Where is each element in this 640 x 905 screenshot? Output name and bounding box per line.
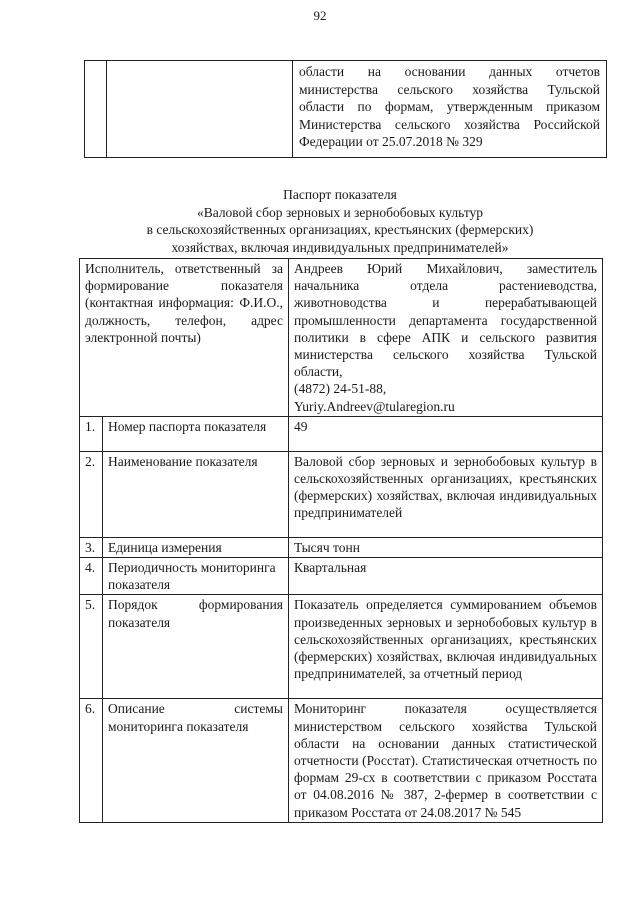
row-number: 2. [80, 451, 103, 537]
row-label: Периодичность мониторинга показателя [103, 558, 289, 595]
row-label: Описание системы мониторинга показателя [103, 699, 289, 822]
executor-phone: (4872) 24-51-88, [294, 381, 387, 397]
executor-value-cell [289, 259, 603, 417]
empty-cell [107, 61, 293, 158]
row-value: Тысяч тонн [289, 537, 603, 557]
executor-email: Yuriy.Andreev@tularegion.ru [294, 398, 455, 414]
row-label: Наименование показателя [103, 451, 289, 537]
row-value: 49 [289, 416, 603, 451]
continuation-text: области на основании данных отчетов министерства сельского хозяйства Тульской области по формам, утвержденным приказом Министерства сельского хозяйства Российской Федерации от 25.07.2018 № 329 [293, 61, 607, 158]
executor-value: Андреев Юрий Михайлович, заместитель начальника отдела растениеводства, животноводства и перерабатывающей промышленности департамента государственной политики в сфере АПК и сельского развития министерства сельского хозяйства Тульской области, [294, 261, 598, 380]
table-row [80, 416, 603, 451]
heading-indicator-line: «Валовой сбор зерновых и зернобобовых культур [196, 204, 484, 220]
heading-indicator-line: в сельскохозяйственных организациях, крестьянских (фермерских) [146, 222, 534, 237]
row-number: 1. [80, 416, 103, 451]
page-number: 92 [313, 8, 327, 23]
row-label: Номер паспорта показателя [103, 416, 289, 451]
passport-table [79, 258, 603, 823]
row-value: Валовой сбор зерновых и зернобобовых культур в сельскохозяйственных организациях, крестьянских (фермерских) хозяйствах, включая индивидуальных предпринимателей [289, 451, 603, 537]
row-value: Мониторинг показателя осуществляется министерством сельского хозяйства Тульской области на основании данных статистической отчетности (Росстат). Статистическая отчетность по формам 29-сх в соответствии с приказом Росстата от 04.08.2016 № 387, 2-фермер в соответствии с приказом Росстата от 24.08.2017 № 545 [289, 699, 603, 822]
continuation-table [84, 60, 607, 158]
table-row [80, 558, 603, 595]
empty-cell [85, 61, 107, 158]
table-row [80, 699, 603, 822]
table-row [80, 537, 603, 557]
executor-label: Исполнитель, ответственный за формирование показателя (контактная информация: Ф.И.О., должность, телефон, адрес электронной почты) [80, 259, 289, 417]
row-value: Показатель определяется суммированием объемов произведенных зерновых и зернобобовых культур в сельскохозяйственных организациях, крестьянских (фермерских) хозяйствах, включая индивидуальных предпринимателей, за отчетный период [289, 595, 603, 699]
row-number: 6. [80, 699, 103, 822]
heading-indicator-line: хозяйствах, включая индивидуальных предпринимателей» [171, 239, 509, 255]
row-number: 3. [80, 537, 103, 557]
row-value: Квартальная [289, 558, 603, 595]
row-label: Единица измерения [103, 537, 289, 557]
passport-heading [80, 186, 600, 256]
row-number: 4. [80, 558, 103, 595]
table-row [80, 451, 603, 537]
heading-title: Паспорт показателя [283, 187, 397, 202]
table-row-executor [80, 259, 603, 417]
table-row [85, 61, 607, 158]
table-row [80, 595, 603, 699]
row-number: 5. [80, 595, 103, 699]
row-label: Порядок формирования показателя [103, 595, 289, 699]
